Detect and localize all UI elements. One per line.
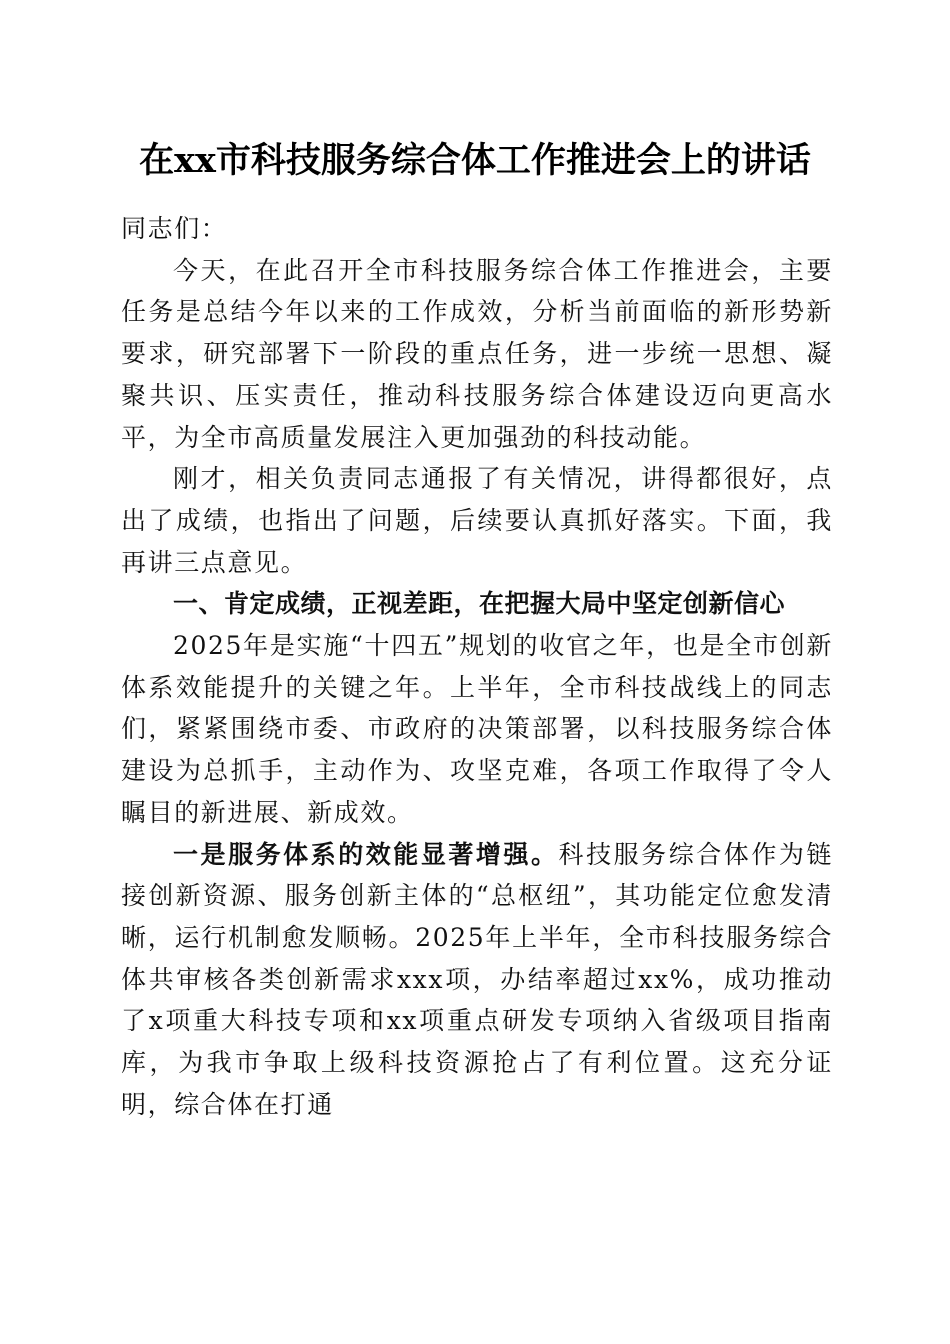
paragraph-overview: 2025年是实施“十四五”规划的收官之年，也是全市创新体系效能提升的关键之年。上半年，全市科技战线上的同志们，紧紧围绕市委、市政府的决策部署，以科技服务综合体建设为总抓手，主动作为、攻坚克难，各项工作取得了令人瞩目的新进展、新成效。 [121, 631, 833, 827]
paragraph-transition: 刚才，相关负责同志通报了有关情况，讲得都很好，点出了成绩，也指出了问题，后续要认真抓好落实。下面，我再讲三点意见。 [121, 464, 833, 577]
point-1-text: 科技服务综合体作为链接创新资源、服务创新主体的“总枢纽”，其功能定位愈发清晰，运行机制愈发顺畅。2025年上半年，全市科技服务综合体共审核各类创新需求xxx项，办结率超过xx%，成功推动了x项重大科技专项和xx项重点研发专项纳入省级项目指南库，为我市争取上级科技资源抢占了有利位置。这充分证明，综合体在打通 [121, 839, 833, 1119]
section-heading-1: 一、肯定成绩，正视差距，在把握大局中坚定创新信心 [173, 589, 786, 619]
paragraph-point-1 [121, 834, 833, 1126]
point-1-lead: 一是服务体系的效能显著增强。 [173, 839, 559, 869]
salutation: 同志们： [121, 214, 228, 243]
document-body [121, 208, 833, 1125]
paragraph-intro: 今天，在此召开全市科技服务综合体工作推进会，主要任务是总结今年以来的工作成效，分析当前面临的新形势新要求，研究部署下一阶段的重点任务，进一步统一思想、凝聚共识、压实责任，推动科技服务综合体建设迈向更高水平，为全市高质量发展注入更加强劲的科技动能。 [121, 255, 833, 452]
document-title: 在xx市科技服务综合体工作推进会上的讲话 [139, 140, 811, 181]
